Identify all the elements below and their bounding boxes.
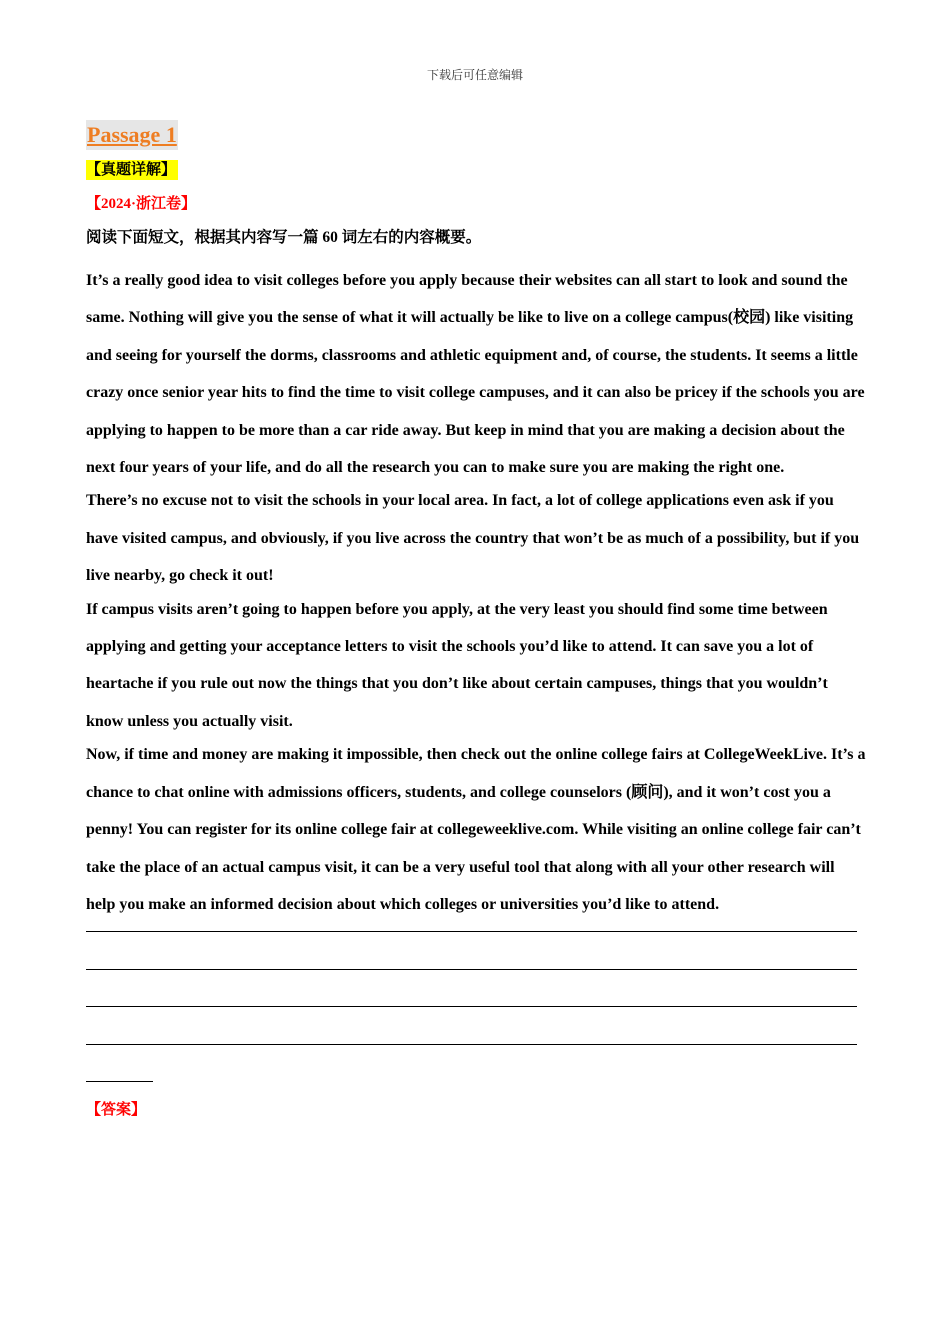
answer-label-row — [86, 1100, 866, 1120]
answer-line — [86, 931, 857, 932]
document-body — [86, 120, 866, 1120]
passage-title: Passage 1 — [86, 120, 178, 150]
answer-line — [86, 1044, 857, 1045]
answer-lines — [86, 931, 866, 1082]
page-header: 下载后可任意编辑 — [426, 68, 523, 82]
answer-line — [86, 1081, 153, 1082]
answer-line — [86, 1006, 857, 1007]
paragraph-2: There’s no excuse not to visit the schools in your local area. In fact, a lot of college applications even ask if you have visited campus, and obviously, if you live across the country that won’t be as much of a possibility, but if you live nearby, go check it out! — [86, 492, 860, 585]
paragraph-3: If campus visits aren’t going to happen before you apply, at the very least you should find some time between applying and getting your acceptance letters to visit the schools you’d like to attend. It can save you a lot of heartache if you rule out now the things that you don’t like about certain campuses, things that you wouldn’t know unless you actually visit. — [86, 600, 828, 730]
answer-label: 【答案】 — [86, 1102, 147, 1119]
instruction: 阅读下面短文，根据其内容写一篇 60 词左右的内容概要。 — [86, 229, 482, 246]
source-tag: 【2024·浙江卷】 — [86, 196, 197, 212]
paragraph-4: Now, if time and money are making it impossible, then check out the online college fairs at CollegeWeekLive. It’s a chance to chat online with admissions officers, students, and college counselors (顾问), and it won’t cost you a penny! You can register for its online college fair at collegeweeklive.com. While visiting an online college fair can’t take the place of an actual campus visit, it can be a very useful tool that along with all your other research will help you make an informed decision about which colleges or universities you’d like to attend. — [86, 746, 866, 913]
tag-highlight: 【真题详解】 — [86, 162, 177, 178]
answer-line — [86, 969, 857, 970]
passage-title-row — [86, 120, 866, 160]
source-row — [86, 194, 866, 214]
paragraph-1: It’s a really good idea to visit colleges before you apply because their websites can all start to look and sound the same. Nothing will give you the sense of what it will actually be like to live on a college campus(校园) like visiting and seeing for yourself the dorms, classrooms and athletic equipment and, of course, the students. It seems a little crazy once senior year hits to find the time to visit college campuses, and it can also be pricey if the schools you are applying to happen to be more than a car ride away. But keep in mind that you are making a decision about the next four years of your life, and do all the research you can to make sure you are making the right one. — [86, 272, 865, 477]
tag-row — [86, 160, 866, 180]
